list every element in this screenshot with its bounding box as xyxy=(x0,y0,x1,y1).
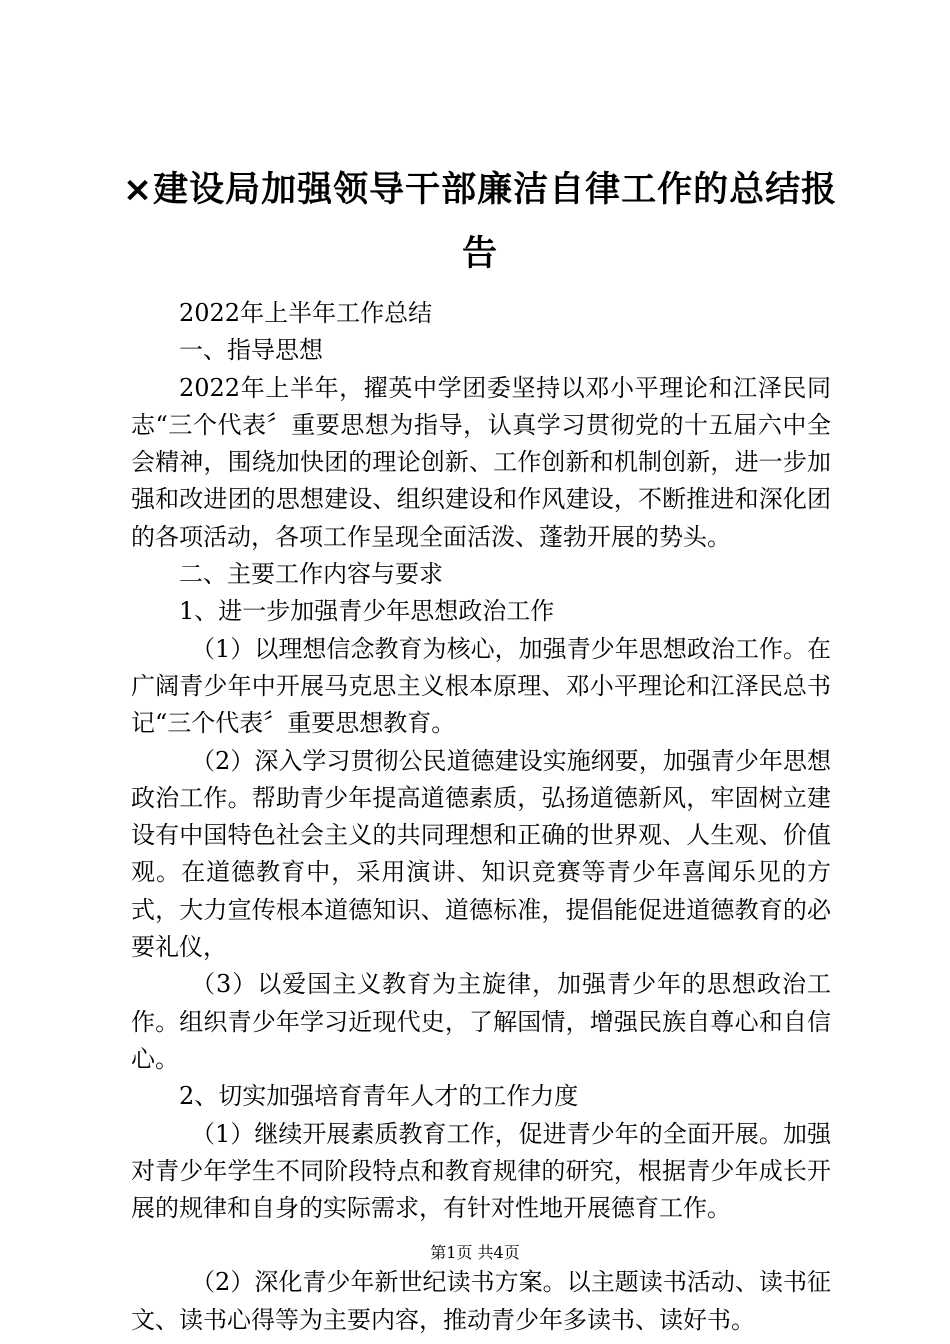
paragraph-guiding-thought: 2022年上半年，擢英中学团委坚持以邓小平理论和江泽民同志“三个代表〞重要思想为指导，认真学习贯彻党的十五届六中全会精神，围绕加快团的理论创新、工作创新和机制创新，进一步加强和改进团的思想建设、组织建设和作风建设，不断推进和深化团的各项活动，各项工作呈现全面活泼、蓬勃开展的势头。 xyxy=(131,373,831,551)
paragraph-2-2: （2）深化青少年新世纪读书方案。以主题读书活动、读书征文、读书心得等为主要内容，推动青少年多读书、读好书。 xyxy=(131,1268,831,1334)
subsection-heading-1: 1、进一步加强青少年思想政治工作 xyxy=(179,597,555,626)
subsection-heading-2: 2、切实加强培育青年人才的工作力度 xyxy=(179,1082,579,1111)
document-title: ×建设局加强领导干部廉洁自律工作的总结报告 xyxy=(122,170,838,274)
section-heading-main-work: 二、主要工作内容与要求 xyxy=(179,560,443,589)
document-body xyxy=(131,295,831,1339)
paragraph-1-2: （2）深入学习贯彻公民道德建设实施纲要，加强青少年思想政治工作。帮助青少年提高道德素质，弘扬道德新风，牢固树立建设有中国特色社会主义的共同理想和正确的世界观、人生观、价值观。在道德教育中，采用演讲、知识竞赛等青少年喜闻乐见的方式，大力宣传根本道德知识、道德标准，提倡能促进道德教育的必要礼仪， xyxy=(131,746,831,962)
paragraph-2-1: （1）继续开展素质教育工作，促进青少年的全面开展。加强对青少年学生不同阶段特点和教育规律的研究，根据青少年成长开展的规律和自身的实际需求，有针对性地开展德育工作。 xyxy=(131,1119,831,1223)
paragraph-1-3: （3）以爱国主义教育为主旋律，加强青少年的思想政治工作。组织青少年学习近现代史，了解国情，增强民族自尊心和自信心。 xyxy=(131,970,831,1073)
page-footer: 第1页 共4页 xyxy=(430,1243,520,1262)
paragraph-1-1: （1）以理想信念教育为核心，加强青少年思想政治工作。在广阔青少年中开展马克思主义根本原理、邓小平理论和江泽民总书记“三个代表〞重要思想教育。 xyxy=(131,634,831,738)
paragraph-summary-heading: 2022年上半年工作总结 xyxy=(179,299,433,327)
section-heading-guiding-thought: 一、指导思想 xyxy=(179,336,323,365)
